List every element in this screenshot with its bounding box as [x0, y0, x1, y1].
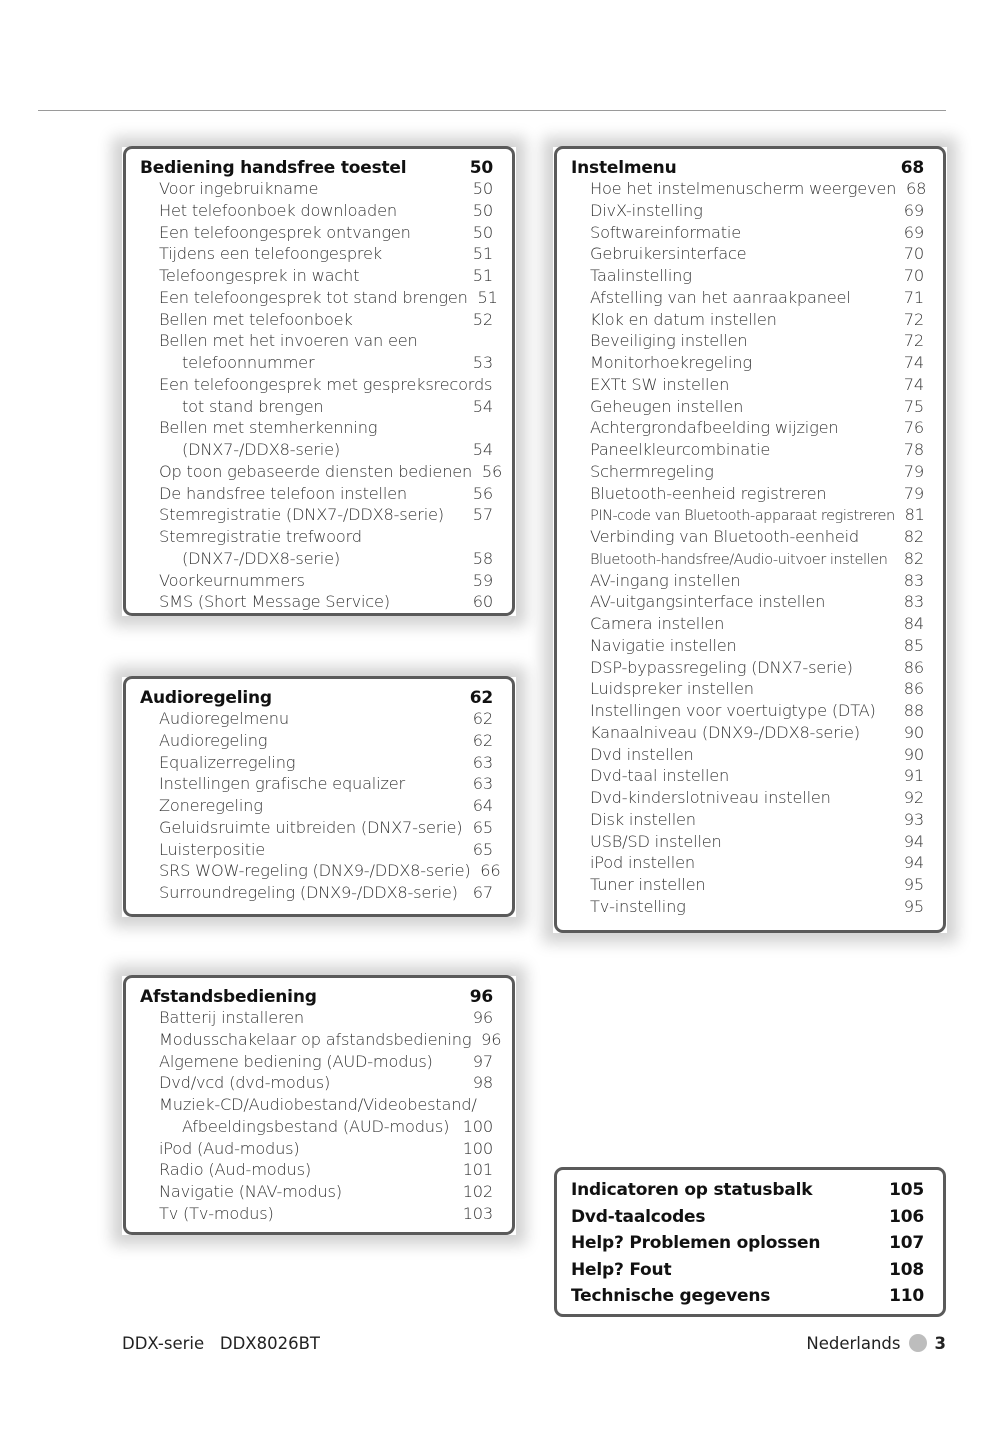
entry-page: 59: [472, 570, 493, 590]
entry-page: 96: [481, 1029, 502, 1049]
entry-label: Bluetooth-eenheid registreren: [590, 483, 827, 503]
entry-page: 67: [472, 883, 493, 902]
toc-entry[interactable]: [571, 310, 924, 332]
toc-entry[interactable]: [140, 1139, 493, 1161]
entry-label: Bellen met telefoonboek: [159, 309, 353, 329]
entry-page: 85: [903, 635, 924, 655]
footer-series: DDX-serie: [122, 1334, 205, 1353]
toc-appendix-entry[interactable]: [571, 1286, 924, 1313]
toc-entry[interactable]: [140, 549, 493, 571]
entry-label: Dvd-taal instellen: [590, 766, 730, 786]
toc-entry[interactable]: [571, 745, 924, 767]
toc-entry[interactable]: [140, 331, 493, 353]
toc-entry[interactable]: [140, 353, 493, 375]
entry-label: Taalinstelling: [590, 266, 692, 285]
entry-page: 50: [469, 158, 493, 178]
entry-label: Instellingen grafische equalizer: [159, 774, 405, 794]
entry-page: 69: [903, 200, 924, 220]
entry-page: 71: [903, 287, 924, 307]
entry-page: 65: [472, 817, 493, 837]
entry-page: 74: [903, 353, 924, 372]
toc-entry[interactable]: [571, 571, 924, 593]
entry-page: 79: [903, 483, 924, 503]
entry-page: 96: [472, 1008, 493, 1027]
entry-page: 56: [472, 483, 493, 503]
entry-page: 103: [462, 1203, 493, 1223]
entry-label: Bellen met stemherkenning: [159, 418, 378, 438]
entry-page: 107: [889, 1233, 924, 1253]
toc-entry[interactable]: [571, 592, 924, 614]
entry-label: Verbinding van Bluetooth-eenheid: [590, 527, 859, 546]
entry-page: 106: [889, 1206, 924, 1227]
entry-label: Equalizerregeling: [159, 752, 296, 772]
toc-entry[interactable]: [140, 505, 493, 527]
entry-page: 50: [472, 222, 493, 242]
toc-entry[interactable]: [140, 731, 493, 753]
entry-label: Monitorhoekregeling: [590, 353, 752, 372]
toc-entry[interactable]: [140, 1008, 493, 1030]
entry-label: Softwareinformatie: [590, 222, 741, 242]
entry-page: 70: [903, 266, 924, 285]
entry-label: Stemregistratie trefwoord: [159, 527, 362, 546]
entry-label: iPod instellen: [590, 853, 695, 873]
entry-label: Audioregelmenu: [159, 709, 289, 728]
toc-entry[interactable]: [571, 375, 924, 397]
toc-entry[interactable]: [571, 223, 924, 245]
entry-label: Kanaalniveau (DNX9-/DDX8-serie): [590, 722, 860, 742]
toc-entry[interactable]: [571, 832, 924, 854]
toc-entry[interactable]: [140, 592, 493, 614]
entry-page: 51: [472, 266, 493, 285]
entry-label: Surroundregeling (DNX9-/DDX8-serie): [159, 883, 458, 902]
circle-icon: [909, 1334, 927, 1352]
entry-label: Paneelkleurcombinatie: [590, 440, 771, 459]
toc-section-title[interactable]: [571, 158, 924, 179]
toc-entry[interactable]: [140, 1073, 493, 1095]
entry-page: 60: [472, 592, 493, 612]
entry-label: Gebruikersinterface: [590, 244, 747, 264]
footer-model-number: DDX8026BT: [219, 1334, 320, 1353]
entry-label: SMS (Short Message Service): [159, 592, 390, 612]
entry-label: Audioregeling: [140, 688, 272, 708]
toc-section-audio: [123, 676, 515, 917]
entry-label: Dvd-taalcodes: [571, 1206, 706, 1227]
entry-label: Schermregeling: [590, 461, 714, 481]
entry-label: Tv (Tv-modus): [159, 1203, 274, 1223]
entry-page: 62: [469, 688, 493, 708]
entry-label: Audioregeling: [159, 730, 268, 750]
entry-label: Technische gegevens: [571, 1286, 771, 1306]
entry-page: 63: [472, 774, 493, 794]
entry-label: Het telefoonboek downloaden: [159, 200, 397, 220]
toc-entry[interactable]: [140, 266, 493, 288]
toc-entry[interactable]: [140, 418, 493, 440]
entry-label: Geluidsruimte uitbreiden (DNX7-serie): [159, 817, 463, 837]
entry-label: Modusschakelaar op afstandsbediening: [159, 1029, 472, 1049]
entry-label: Een telefoongesprek met gespreksrecords: [159, 374, 493, 394]
toc-entry[interactable]: [140, 440, 493, 462]
entry-page: 90: [903, 722, 924, 742]
toc-entry[interactable]: [571, 614, 924, 636]
entry-label: Afbeeldingsbestand (AUD-modus): [182, 1116, 450, 1136]
toc-entry[interactable]: [140, 818, 493, 840]
entry-label: Camera instellen: [590, 614, 725, 633]
entry-page: 78: [903, 440, 924, 459]
entry-page: 96: [469, 987, 493, 1007]
entry-label: AV-uitgangsinterface instellen: [590, 592, 826, 612]
entry-label: Algemene bediening (AUD-modus): [159, 1051, 433, 1071]
entry-label: PIN-code van Bluetooth-apparaat registreren: [590, 507, 895, 525]
toc-entry[interactable]: [140, 397, 493, 419]
toc-entry[interactable]: [571, 875, 924, 897]
toc-entry[interactable]: [140, 1052, 493, 1074]
entry-page: 97: [472, 1051, 493, 1071]
toc-entry[interactable]: [571, 527, 924, 549]
toc-entry[interactable]: [140, 571, 493, 593]
entry-page: 91: [903, 766, 924, 786]
entry-page: 68: [905, 179, 927, 198]
entry-page: 110: [889, 1286, 924, 1306]
entry-page: 94: [903, 831, 924, 851]
entry-page: 68: [900, 158, 924, 178]
entry-label: Batterij installeren: [159, 1008, 304, 1027]
entry-page: 72: [903, 309, 924, 329]
entry-page: 51: [472, 244, 493, 264]
toc-entry[interactable]: [140, 753, 493, 775]
toc-entry[interactable]: [571, 636, 924, 658]
entry-page: 86: [903, 679, 924, 699]
entry-label: Navigatie instellen: [590, 635, 737, 655]
toc-entry[interactable]: [571, 462, 924, 484]
toc-entry[interactable]: [571, 201, 924, 223]
entry-label: USB/SD instellen: [590, 831, 722, 851]
toc-appendix-entry[interactable]: [571, 1233, 924, 1260]
entry-page: 70: [903, 244, 924, 264]
entry-page: 82: [903, 527, 924, 546]
entry-page: 83: [903, 570, 924, 590]
toc-section-title[interactable]: [140, 987, 493, 1008]
entry-label: EXTt SW instellen: [590, 374, 730, 394]
toc-entry[interactable]: [140, 709, 493, 731]
entry-label: Tijdens een telefoongesprek: [159, 244, 382, 264]
entry-page: 76: [903, 418, 924, 438]
entry-label: Beveiliging instellen: [590, 331, 748, 351]
entry-page: 62: [472, 730, 493, 750]
toc-entry[interactable]: [140, 774, 493, 796]
entry-label: Klok en datum instellen: [590, 309, 777, 329]
toc-entry[interactable]: [571, 353, 924, 375]
entry-page: 81: [904, 505, 925, 525]
toc-entry[interactable]: [140, 1182, 493, 1204]
toc-entry[interactable]: [571, 440, 924, 462]
entry-label: Luidspreker instellen: [590, 679, 754, 699]
entry-label: Dvd instellen: [590, 744, 694, 764]
entry-page: 100: [462, 1138, 493, 1158]
entry-label: Navigatie (NAV-modus): [159, 1182, 342, 1201]
toc-entry[interactable]: [571, 505, 924, 527]
entry-page: 88: [903, 701, 924, 720]
entry-page: 62: [472, 709, 493, 728]
toc-entry[interactable]: [140, 201, 493, 223]
entry-label: (DNX7-/DDX8-serie): [182, 548, 340, 568]
entry-page: 98: [472, 1073, 493, 1093]
entry-label: Help? Fout: [571, 1259, 672, 1280]
entry-page: 64: [472, 796, 493, 815]
entry-page: 92: [903, 788, 924, 807]
entry-label: De handsfree telefoon instellen: [159, 483, 407, 503]
entry-page: 74: [903, 374, 924, 394]
toc-section-remote: [123, 975, 515, 1235]
entry-label: Hoe het instelmenuscherm weergeven: [590, 179, 897, 198]
entry-page: 52: [472, 309, 493, 329]
toc-entry[interactable]: [571, 766, 924, 788]
toc-entry[interactable]: [140, 484, 493, 506]
entry-label: iPod (Aud-modus): [159, 1138, 300, 1158]
entry-label: Muziek-CD/Audiobestand/Videobestand/: [159, 1095, 477, 1114]
entry-label: Dvd-kinderslotniveau instellen: [590, 788, 831, 807]
entry-page: 58: [472, 548, 493, 568]
toc-entry[interactable]: [571, 853, 924, 875]
entry-page: 53: [472, 353, 493, 372]
entry-page: 95: [903, 896, 924, 916]
entry-label: telefoonnummer: [182, 353, 315, 372]
toc-entry[interactable]: [140, 1117, 493, 1139]
entry-label: tot stand brengen: [182, 396, 324, 416]
header-rule: [38, 110, 946, 111]
entry-page: 75: [903, 396, 924, 416]
entry-label: Zoneregeling: [159, 796, 263, 815]
entry-label: Bluetooth-handsfree/Audio-uitvoer instellen: [590, 550, 888, 568]
entry-page: 69: [903, 222, 924, 242]
toc-appendix-entry[interactable]: [571, 1180, 924, 1207]
entry-label: Voor ingebruikname: [159, 179, 319, 198]
toc-entry[interactable]: [140, 1095, 493, 1117]
entry-label: Stemregistratie (DNX7-/DDX8-serie): [159, 505, 444, 525]
entry-page: 50: [472, 179, 493, 198]
entry-label: Disk instellen: [590, 809, 696, 829]
entry-page: 84: [903, 614, 924, 633]
entry-page: 57: [472, 505, 493, 525]
entry-label: Tuner instellen: [590, 875, 706, 894]
entry-page: 101: [462, 1160, 493, 1180]
entry-page: 108: [889, 1259, 924, 1280]
toc-entry[interactable]: [571, 331, 924, 353]
entry-label: SRS WOW-regeling (DNX9-/DDX8-serie): [159, 861, 471, 881]
entry-page: 50: [472, 200, 493, 220]
toc-entry[interactable]: [571, 701, 924, 723]
entry-page: 94: [903, 853, 924, 873]
entry-page: 79: [903, 461, 924, 481]
toc-entry[interactable]: [571, 810, 924, 832]
entry-page: 66: [480, 861, 501, 881]
entry-label: Radio (Aud-modus): [159, 1160, 311, 1180]
page-number: 3: [934, 1334, 946, 1353]
toc-entry[interactable]: [140, 883, 493, 905]
toc-section-title[interactable]: [140, 158, 493, 179]
toc-entry[interactable]: [571, 679, 924, 701]
toc-entry[interactable]: [571, 397, 924, 419]
footer-model: [122, 1334, 320, 1353]
entry-label: AV-ingang instellen: [590, 570, 741, 590]
entry-label: Afstelling van het aanraakpaneel: [590, 287, 851, 307]
entry-page: 63: [472, 752, 493, 772]
toc-entry[interactable]: [571, 549, 924, 571]
entry-page: 54: [472, 440, 493, 459]
entry-label: Een telefoongesprek tot stand brengen: [159, 287, 468, 307]
entry-label: Telefoongesprek in wacht: [159, 266, 360, 285]
entry-label: DSP-bypassregeling (DNX7-serie): [590, 657, 853, 677]
entry-label: Afstandsbediening: [140, 987, 317, 1007]
entry-page: 72: [903, 331, 924, 351]
toc-entry[interactable]: [140, 1029, 502, 1052]
entry-page: 102: [462, 1182, 493, 1201]
entry-label: Bediening handsfree toestel: [140, 158, 407, 178]
entry-page: 83: [903, 592, 924, 612]
toc-entry[interactable]: [571, 179, 927, 201]
footer-language: Nederlands: [806, 1334, 901, 1353]
toc-entry[interactable]: [571, 484, 924, 506]
entry-page: 105: [889, 1180, 924, 1200]
entry-label: Bellen met het invoeren van een: [159, 331, 418, 351]
toc-entry[interactable]: [140, 179, 493, 201]
entry-label: Instellingen voor voertuigtype (DTA): [590, 701, 876, 720]
entry-page: 93: [903, 809, 924, 829]
toc-entry[interactable]: [571, 288, 924, 310]
entry-label: Help? Problemen oplossen: [571, 1233, 821, 1253]
entry-page: 65: [472, 839, 493, 859]
entry-label: Achtergrondafbeelding wijzigen: [590, 418, 839, 438]
toc-entry[interactable]: [140, 1160, 493, 1182]
entry-page: 51: [477, 287, 498, 307]
toc-entry[interactable]: [140, 796, 493, 818]
entry-label: (DNX7-/DDX8-serie): [182, 440, 340, 459]
toc-entry[interactable]: [140, 840, 493, 862]
entry-page: 90: [903, 744, 924, 764]
toc-entry[interactable]: [140, 244, 493, 266]
entry-page: 95: [903, 875, 924, 894]
toc-entry[interactable]: [140, 1204, 493, 1226]
toc-appendix: [554, 1167, 946, 1317]
toc-entry[interactable]: [571, 244, 924, 266]
toc-entry[interactable]: [571, 723, 924, 745]
entry-label: Indicatoren op statusbalk: [571, 1180, 813, 1200]
entry-page: 54: [472, 396, 493, 416]
toc-entry[interactable]: [140, 861, 501, 883]
entry-page: 56: [481, 461, 503, 481]
entry-label: Op toon gebaseerde diensten bedienen: [159, 461, 473, 481]
entry-page: 100: [462, 1116, 493, 1136]
entry-label: Tv-instelling: [590, 896, 686, 916]
entry-label: Instelmenu: [571, 158, 677, 178]
toc-section-title[interactable]: [140, 688, 493, 709]
entry-label: Dvd/vcd (dvd-modus): [159, 1073, 331, 1093]
toc-entry[interactable]: [571, 418, 924, 440]
toc-entry[interactable]: [140, 310, 493, 332]
toc-entry[interactable]: [571, 658, 924, 680]
toc-section-setup: [554, 146, 946, 933]
entry-label: Een telefoongesprek ontvangen: [159, 222, 411, 242]
toc-appendix-entry[interactable]: [571, 1207, 924, 1234]
entry-page: 86: [903, 657, 924, 677]
toc-entry[interactable]: [571, 788, 924, 810]
toc-appendix-entry[interactable]: [571, 1260, 924, 1287]
toc-entry[interactable]: [140, 375, 493, 397]
toc-entry[interactable]: [140, 527, 493, 549]
toc-entry[interactable]: [571, 897, 924, 919]
toc-entry[interactable]: [571, 266, 924, 288]
entry-page: 82: [903, 548, 924, 568]
entry-label: Voorkeurnummers: [159, 570, 305, 590]
entry-label: Luisterpositie: [159, 839, 265, 859]
toc-section-handsfree: [123, 146, 515, 616]
toc-entry[interactable]: [140, 223, 493, 245]
entry-label: DivX-instelling: [590, 200, 703, 220]
toc-entry[interactable]: [140, 287, 498, 310]
toc-entry[interactable]: [140, 461, 503, 484]
entry-label: Geheugen instellen: [590, 396, 744, 416]
footer-page: [806, 1334, 946, 1353]
